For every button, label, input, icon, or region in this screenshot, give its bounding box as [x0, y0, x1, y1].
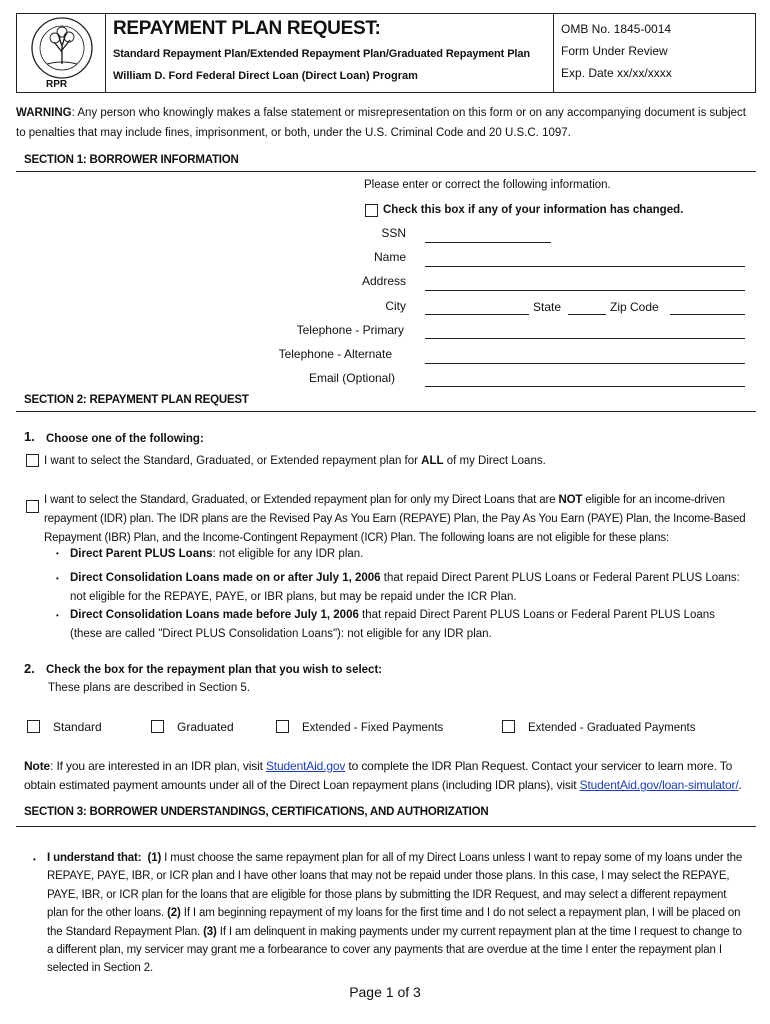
omb-number: OMB No. 1845-0014 — [561, 22, 672, 36]
section1-heading: SECTION 1: BORROWER INFORMATION — [24, 154, 239, 166]
understanding-text: I must choose the same repayment plan for all of my Direct Loans unless I want to repay some of my loans under the REPAYE, PAYE, IBR, or ICR plan and I have other loans that may not be repaid under those plans. In this case, I may select the REPAYE, PAYE, IBR, or ICR plan for the loans that are eligible for those plans by submitting the IDR Request, and may select a different repayment plan for the other loans. — [47, 852, 743, 920]
question2-subtext: These plans are described in Section 5. — [48, 682, 251, 694]
form-code: RPR — [46, 79, 68, 90]
question2-text: Check the box for the repayment plan that you wish to select: — [46, 664, 383, 676]
header-divider — [553, 13, 554, 93]
option-emphasis: NOT — [558, 494, 583, 506]
all-loans-option — [44, 452, 546, 470]
ssn-label: SSN — [381, 226, 406, 240]
loan-exclusion-item — [70, 569, 750, 607]
item-number: (1) — [147, 852, 162, 864]
option-text: I want to select the Standard, Graduated, or Extended repayment plan for — [44, 455, 422, 467]
loan-exclusion-item — [70, 606, 750, 644]
note-text: : If you are interested in an IDR plan, visit — [50, 759, 266, 773]
city-field[interactable] — [425, 314, 529, 315]
warning-notice — [16, 104, 756, 143]
plan-extended-fixed-checkbox[interactable] — [276, 720, 289, 733]
exclusion-text: : not eligible for any IDR plan. — [212, 548, 364, 560]
loan-exclusion-item — [70, 545, 750, 563]
name-field[interactable] — [425, 266, 745, 267]
section-rule — [16, 171, 756, 172]
bullet-icon: • — [56, 574, 59, 583]
omb-info — [561, 18, 672, 85]
section1-instruction: Please enter or correct the following information. — [364, 179, 611, 191]
question1-text: Choose one of the following: — [46, 433, 204, 445]
borrower-understandings — [47, 849, 749, 978]
loan-simulator-link[interactable]: StudentAid.gov/loan-simulator/ — [579, 778, 739, 793]
name-label: Name — [373, 250, 406, 264]
note-text: . — [738, 778, 742, 793]
exclusion-text: that repaid Direct Parent PLUS Loans or Federal Parent PLUS Loans: not eligible for the REPAYE, PAYE, or IBR plans, but may be repaid under the ICR Plan. — [70, 572, 740, 603]
note-text: to complete the IDR Plan Request. Contact your servicer to learn more. To obtain estimated payment amounts under all of the Direct Loan repayment plans (including IDR plans), visit — [24, 759, 733, 793]
email-field[interactable] — [425, 386, 745, 387]
info-changed-label: Check this box if any of your information has changed. — [383, 204, 684, 216]
plan-standard-checkbox[interactable] — [27, 720, 40, 733]
header-divider — [105, 13, 106, 93]
department-of-education-seal-icon — [25, 16, 99, 80]
zip-field[interactable] — [670, 314, 745, 315]
page-title: REPAYMENT PLAN REQUEST: — [113, 18, 381, 39]
telephone-primary-label: Telephone - Primary — [296, 323, 404, 337]
plan-graduated-label: Graduated — [177, 720, 234, 734]
plan-extended-graduated-label: Extended - Graduated Payments — [528, 722, 696, 734]
question1-number: 1. — [24, 429, 35, 444]
understanding-text: If I am delinquent in making payments under my current repayment plan at the time I request to change to a different plan, my servicer may grant me a forbearance to cover any payments that are overdue at the time I enter the repayment plan I selected in Section 2. — [47, 925, 742, 975]
state-label: State — [533, 300, 562, 314]
info-changed-checkbox[interactable] — [365, 204, 378, 217]
telephone-alternate-field[interactable] — [425, 363, 745, 364]
section-rule — [16, 826, 756, 827]
page-subtitle: Standard Repayment Plan/Extended Repayment Plan/Graduated Repayment Plan — [113, 48, 531, 60]
plan-extended-graduated-checkbox[interactable] — [502, 720, 515, 733]
address-field[interactable] — [425, 290, 745, 291]
note-label: Note — [24, 759, 51, 773]
exclusion-text: that repaid Direct Parent PLUS Loans or Federal Parent PLUS Loans (these are called "Direct PLUS Consolidation Loans"): not eligible for any IDR plan. — [70, 609, 715, 640]
page-number: Page 1 of 3 — [349, 984, 421, 1000]
zip-label: Zip Code — [610, 300, 659, 314]
option-emphasis: ALL — [421, 455, 444, 467]
state-field[interactable] — [568, 314, 606, 315]
section-rule — [16, 411, 756, 412]
plan-extended-fixed-label: Extended - Fixed Payments — [302, 722, 444, 734]
item-number: (3) — [203, 925, 217, 938]
understanding-lead: I understand that: — [47, 852, 142, 864]
idr-note — [24, 757, 759, 795]
exclusion-title: Direct Consolidation Loans made on or after July 1, 2006 — [70, 572, 381, 584]
option-text: eligible for an income-driven repayment (IDR) plan. The IDR plans are the Revised Pay As You Earn (REPAYE) Plan, the Pay As You Earn (PAYE) Plan, the Income-Based Repayment (IBR) Plan, and the Income-Contingent Repayment (ICR) Plan. The following loans are not eligible for these plans: — [44, 494, 746, 544]
email-label: Email (Optional) — [308, 371, 395, 385]
understanding-text: If I am beginning repayment of my loans for the first time and I do not select a repayment plan, I will be placed on the Standard Repayment Plan. — [47, 907, 741, 938]
bullet-icon: • — [56, 611, 59, 620]
some-loans-checkbox[interactable] — [26, 500, 39, 513]
bullet-icon: • — [56, 549, 59, 558]
expiration-date: Exp. Date xx/xx/xxxx — [561, 66, 672, 81]
option-text: I want to select the Standard, Graduated, or Extended repayment plan for only my Direct Loans that are — [44, 494, 559, 506]
section2-heading: SECTION 2: REPAYMENT PLAN REQUEST — [24, 394, 249, 406]
bullet-icon: • — [33, 855, 36, 864]
telephone-alternate-label: Telephone - Alternate — [278, 347, 392, 361]
question2-number: 2. — [24, 661, 35, 676]
review-status: Form Under Review — [561, 44, 668, 59]
warning-text: : Any person who knowingly makes a false statement or misrepresentation on this form or on any accompanying document is subject to penalties that may include fines, imprisonment, or both, under the U.S. Criminal Code and 20 U.S.C. 1097. — [16, 107, 746, 139]
ssn-field[interactable] — [425, 242, 551, 243]
exclusion-title: Direct Consolidation Loans made before July 1, 2006 — [70, 609, 359, 621]
plan-graduated-checkbox[interactable] — [151, 720, 164, 733]
city-label: City — [385, 299, 406, 313]
exclusion-title: Direct Parent PLUS Loans — [70, 548, 213, 560]
telephone-primary-field[interactable] — [425, 338, 745, 339]
item-number: (2) — [167, 907, 181, 920]
address-label: Address — [361, 274, 406, 288]
section3-heading: SECTION 3: BORROWER UNDERSTANDINGS, CERTIFICATIONS, AND AUTHORIZATION — [24, 806, 489, 818]
plan-standard-label: Standard — [53, 720, 102, 734]
option-text: of my Direct Loans. — [443, 455, 546, 467]
some-loans-option — [44, 491, 756, 548]
all-loans-checkbox[interactable] — [26, 454, 39, 467]
studentaid-link[interactable]: StudentAid.gov — [265, 759, 346, 773]
warning-label: WARNING — [16, 107, 72, 119]
program-name: William D. Ford Federal Direct Loan (Direct Loan) Program — [113, 70, 418, 82]
